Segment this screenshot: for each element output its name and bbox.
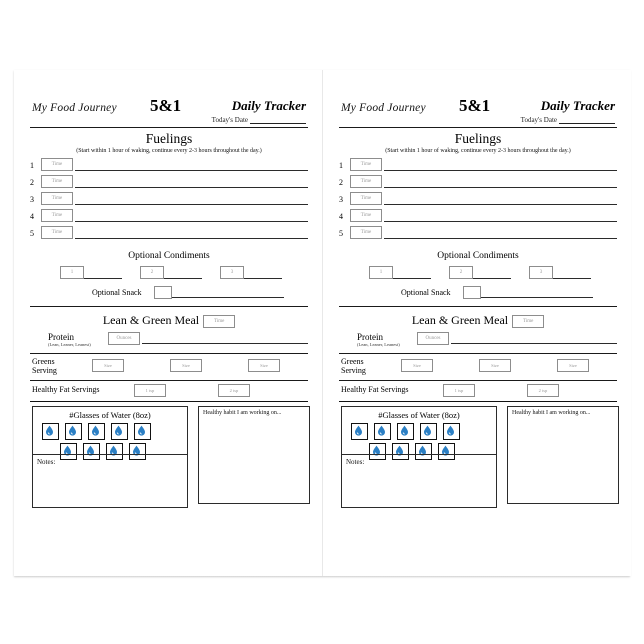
- protein-ounces-input[interactable]: Ounces: [108, 332, 140, 345]
- fueling-write-line[interactable]: [384, 187, 617, 188]
- fueling-time-input[interactable]: Time: [350, 175, 382, 188]
- header-rule: [30, 127, 308, 128]
- water-drop-icon[interactable]: [42, 423, 59, 440]
- water-drop-row-1: [42, 423, 178, 440]
- lean-green-time-input[interactable]: Time: [203, 315, 235, 328]
- fueling-row: [339, 175, 617, 192]
- fueling-row: [30, 209, 308, 226]
- protein-label: Protein: [48, 332, 74, 342]
- fueling-number: 3: [30, 195, 34, 204]
- fueling-time-input[interactable]: Time: [41, 175, 73, 188]
- notes-label: Notes:: [346, 458, 365, 466]
- protein-sublabel: (Lean, Leaner, Leanest): [48, 342, 91, 347]
- fueling-time-input[interactable]: Time: [41, 192, 73, 205]
- fuelings-title: Fuelings: [145, 131, 193, 146]
- optional-snack-label: Optional Snack: [401, 288, 451, 297]
- healthy-fat-label: Healthy Fat Servings: [341, 385, 409, 394]
- optional-snack-line[interactable]: [172, 297, 284, 298]
- condiment-line-3[interactable]: [244, 278, 282, 279]
- optional-snack-box[interactable]: [463, 286, 481, 299]
- tracker-page-right: [322, 70, 631, 576]
- condiment-line-3[interactable]: [553, 278, 591, 279]
- optional-snack-row: [30, 286, 308, 302]
- section-rule: [339, 306, 617, 307]
- condiment-box-3[interactable]: 3: [529, 266, 553, 279]
- greens-size-input-1[interactable]: Size: [401, 359, 433, 372]
- protein-sublabel: (Lean, Leaner, Leanest): [357, 342, 400, 347]
- fueling-row: [339, 209, 617, 226]
- water-drop-icon[interactable]: [351, 423, 368, 440]
- water-drop-icon[interactable]: [134, 423, 151, 440]
- fueling-row: [30, 192, 308, 209]
- greens-size-input-3[interactable]: Size: [557, 359, 589, 372]
- fueling-row: [339, 226, 617, 243]
- healthy-habit-text: Healthy habit I am working on...: [203, 410, 282, 416]
- page-inner-right: [339, 94, 617, 554]
- fueling-write-line[interactable]: [75, 204, 308, 205]
- fueling-write-line[interactable]: [384, 204, 617, 205]
- fueling-write-line[interactable]: [384, 238, 617, 239]
- lean-green-time-input[interactable]: Time: [512, 315, 544, 328]
- notepad-sheet: [14, 70, 630, 576]
- healthy-fat-input-1[interactable]: 1 tsp: [443, 384, 475, 397]
- bottom-rule: [339, 401, 617, 402]
- healthy-fat-row: [30, 380, 308, 401]
- section-rule: [30, 306, 308, 307]
- fuelings-subtitle: (Start within 1 hour of waking, continue every 2-3 hours throughout the day.): [76, 148, 262, 154]
- journey-title: My Food Journey: [341, 102, 426, 114]
- optional-snack-row: [339, 286, 617, 302]
- healthy-fat-input-1[interactable]: 1 tsp: [134, 384, 166, 397]
- water-drop-icon[interactable]: [88, 423, 105, 440]
- healthy-fat-label: Healthy Fat Servings: [32, 385, 100, 394]
- date-field[interactable]: [212, 115, 306, 124]
- optional-snack-box[interactable]: [154, 286, 172, 299]
- tracker-title: Daily Tracker: [540, 98, 615, 113]
- fueling-number: 1: [339, 161, 343, 170]
- fueling-number: 3: [339, 195, 343, 204]
- condiment-box-2[interactable]: 2: [449, 266, 473, 279]
- water-tracker: [341, 406, 497, 455]
- fueling-number: 2: [339, 178, 343, 187]
- water-drop-icon[interactable]: [111, 423, 128, 440]
- fueling-time-input[interactable]: Time: [41, 158, 73, 171]
- fueling-time-input[interactable]: Time: [350, 226, 382, 239]
- fueling-row: [30, 226, 308, 243]
- greens-row: [339, 354, 617, 380]
- water-drop-icon[interactable]: [374, 423, 391, 440]
- greens-label-line2: Serving: [341, 366, 366, 375]
- condiments-title: Optional Condiments: [437, 251, 519, 261]
- healthy-fat-input-2[interactable]: 2 tsp: [527, 384, 559, 397]
- date-label: Today's Date: [211, 116, 248, 124]
- healthy-fat-input-2[interactable]: 2 tsp: [218, 384, 250, 397]
- healthy-fat-row: [339, 380, 617, 401]
- water-drop-icon[interactable]: [443, 423, 460, 440]
- header-rule: [339, 127, 617, 128]
- bottom-section: [339, 406, 617, 516]
- lean-green-title: Lean & Green Meal: [411, 313, 509, 327]
- greens-size-input-2[interactable]: Size: [170, 359, 202, 372]
- protein-label: Protein: [357, 332, 383, 342]
- notes-box[interactable]: [32, 454, 188, 508]
- healthy-habit-box[interactable]: [507, 406, 619, 504]
- condiment-box-2[interactable]: 2: [140, 266, 164, 279]
- fueling-number: 5: [339, 229, 343, 238]
- fueling-time-input[interactable]: Time: [350, 158, 382, 171]
- fueling-write-line[interactable]: [75, 238, 308, 239]
- water-drop-icon[interactable]: [397, 423, 414, 440]
- fueling-row: [30, 175, 308, 192]
- protein-write-line[interactable]: [142, 343, 308, 344]
- fueling-write-line[interactable]: [75, 170, 308, 171]
- protein-row: [339, 331, 617, 351]
- condiments-row: [339, 266, 617, 284]
- condiment-box-1[interactable]: 1: [369, 266, 393, 279]
- greens-label-line1: Greens: [32, 357, 55, 366]
- water-drop-row-1: [351, 423, 487, 440]
- notes-label: Notes:: [37, 458, 56, 466]
- fueling-number: 5: [30, 229, 34, 238]
- tracker-title: Daily Tracker: [231, 98, 306, 113]
- fueling-time-input[interactable]: Time: [350, 192, 382, 205]
- condiment-line-1[interactable]: [393, 278, 431, 279]
- fuelings-list: [339, 158, 617, 243]
- greens-size-input-3[interactable]: Size: [248, 359, 280, 372]
- fueling-write-line[interactable]: [384, 170, 617, 171]
- healthy-habit-box[interactable]: [198, 406, 310, 504]
- protein-write-line[interactable]: [451, 343, 617, 344]
- fueling-write-line[interactable]: [75, 221, 308, 222]
- fueling-row: [339, 192, 617, 209]
- fueling-row: [30, 158, 308, 175]
- bottom-rule: [30, 401, 308, 402]
- bottom-section: [30, 406, 308, 516]
- optional-snack-label: Optional Snack: [92, 288, 142, 297]
- water-title: #Glasses of Water (8oz): [378, 410, 460, 420]
- healthy-habit-text: Healthy habit I am working on...: [512, 410, 591, 416]
- fueling-row: [339, 158, 617, 175]
- protein-ounces-input[interactable]: Ounces: [417, 332, 449, 345]
- greens-size-input-2[interactable]: Size: [479, 359, 511, 372]
- date-line[interactable]: [559, 115, 615, 124]
- tracker-page-left: [14, 70, 322, 576]
- fueling-time-input[interactable]: Time: [41, 209, 73, 222]
- condiments-row: [30, 266, 308, 284]
- date-line[interactable]: [250, 115, 306, 124]
- condiments-title: Optional Condiments: [128, 251, 210, 261]
- fueling-time-input[interactable]: Time: [350, 209, 382, 222]
- water-drop-icon[interactable]: [65, 423, 82, 440]
- greens-row: [30, 354, 308, 380]
- fueling-time-input[interactable]: Time: [41, 226, 73, 239]
- fueling-number: 4: [339, 212, 343, 221]
- protein-row: [30, 331, 308, 351]
- greens-size-input-1[interactable]: Size: [92, 359, 124, 372]
- fuelings-list: [30, 158, 308, 243]
- notes-box[interactable]: [341, 454, 497, 508]
- fueling-write-line[interactable]: [75, 187, 308, 188]
- fuelings-title: Fuelings: [454, 131, 502, 146]
- lean-green-title-row: [339, 313, 617, 329]
- plan-label: 5&1: [150, 96, 182, 115]
- page-header: [339, 94, 617, 128]
- journey-title: My Food Journey: [32, 102, 117, 114]
- plan-label: 5&1: [459, 96, 491, 115]
- page-header: [30, 94, 308, 128]
- fueling-number: 2: [30, 178, 34, 187]
- condiment-line-2[interactable]: [473, 278, 511, 279]
- lean-green-title: Lean & Green Meal: [102, 313, 200, 327]
- optional-snack-line[interactable]: [481, 297, 593, 298]
- condiment-line-2[interactable]: [164, 278, 202, 279]
- water-title: #Glasses of Water (8oz): [69, 410, 151, 420]
- page-inner-left: [30, 94, 308, 554]
- condiment-line-1[interactable]: [84, 278, 122, 279]
- water-tracker: [32, 406, 188, 455]
- condiment-box-3[interactable]: 3: [220, 266, 244, 279]
- greens-label-line1: Greens: [341, 357, 364, 366]
- fueling-number: 4: [30, 212, 34, 221]
- water-drop-icon[interactable]: [420, 423, 437, 440]
- fuelings-subtitle: (Start within 1 hour of waking, continue every 2-3 hours throughout the day.): [385, 148, 571, 154]
- fueling-write-line[interactable]: [384, 221, 617, 222]
- lean-green-title-row: [30, 313, 308, 329]
- fueling-number: 1: [30, 161, 34, 170]
- condiment-box-1[interactable]: 1: [60, 266, 84, 279]
- date-label: Today's Date: [520, 116, 557, 124]
- greens-label-line2: Serving: [32, 366, 57, 375]
- date-field[interactable]: [521, 115, 615, 124]
